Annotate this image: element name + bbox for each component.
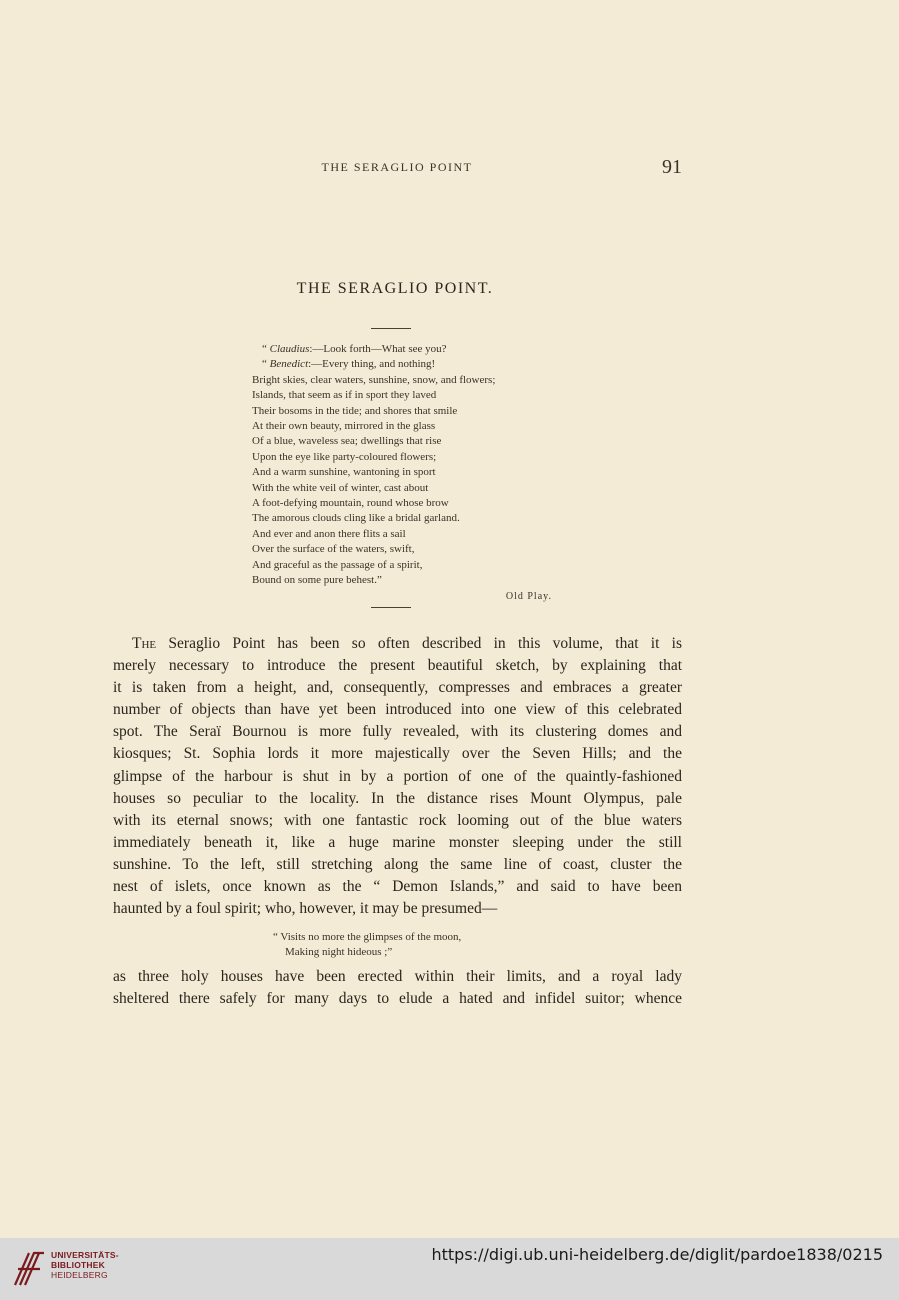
epigraph-line: Over the surface of the waters, swift, xyxy=(252,543,415,556)
epigraph-line: The amorous clouds cling like a bridal garland. xyxy=(252,512,460,525)
running-head xyxy=(112,156,682,180)
paragraph-line: merely necessary to introduce the present beautiful sketch, by explaining that xyxy=(113,657,682,675)
paragraph-line: kiosques; St. Sophia lords it more majestically over the Seven Hills; and the xyxy=(113,745,682,763)
page-number: 91 xyxy=(662,156,682,178)
paragraph-line: sunshine. To the left, still stretching along the same line of coast, cluster the xyxy=(113,855,682,873)
paragraph-line: immediately beneath it, like a huge marine monster sleeping under the still xyxy=(113,833,682,851)
epigraph-text: :—Look forth—What see you? xyxy=(309,343,447,355)
running-title: THE SERAGLIO POINT xyxy=(321,160,473,174)
epigraph-line: And a warm sunshine, wantoning in sport xyxy=(252,466,436,479)
library-logo-icon[interactable] xyxy=(10,1245,50,1291)
inline-quote-line-1: “ Visits no more the glimpses of the moon, xyxy=(273,931,462,943)
inline-quote xyxy=(273,930,461,960)
library-logo-text[interactable] xyxy=(51,1250,119,1280)
paragraph-line: it is taken from a height, and, consequently, compresses and embraces a greater xyxy=(113,679,682,697)
paragraph-line: number of objects than have yet been introduced into one view of this celebrated xyxy=(113,701,682,719)
paragraph-line: nest of islets, once known as the “ Demon Islands,” and said to have been xyxy=(113,878,682,896)
chapter-title: THE SERAGLIO POINT. xyxy=(296,280,494,297)
logo-line-3: HEIDELBERG xyxy=(51,1270,108,1280)
epigraph-line: Upon the eye like party-coloured flowers; xyxy=(252,450,437,463)
epigraph-attribution: Old Play. xyxy=(505,590,552,602)
epigraph-line: Bound on some pure behest.” xyxy=(252,574,382,587)
epigraph-text: :—Every thing, and nothing! xyxy=(308,358,436,371)
logo-line-2: BIBLIOTHEK xyxy=(51,1260,105,1270)
epigraph-line: Their bosoms in the tide; and shores that smile xyxy=(252,404,458,417)
epigraph-quote-mark: “ xyxy=(262,343,270,355)
epigraph-line: Of a blue, waveless sea; dwellings that rise xyxy=(252,435,442,448)
paragraph-line: spot. The Seraï Bournou is more fully revealed, with its clustering domes and xyxy=(113,723,682,741)
paragraph-line: with its eternal snows; with one fantastic rock looming out of the blue waters xyxy=(113,811,682,829)
epigraph-line: And graceful as the passage of a spirit, xyxy=(252,558,423,571)
paragraph-1 xyxy=(113,633,682,920)
paragraph-2 xyxy=(113,966,682,1010)
epigraph-line: Bright skies, clear waters, sunshine, snow, and flowers; xyxy=(252,373,496,386)
epigraph-line xyxy=(252,342,552,357)
epigraph-line: With the white veil of winter, cast about xyxy=(252,481,429,494)
paragraph-line: houses so peculiar to the locality. In the distance rises Mount Olympus, pale xyxy=(113,789,682,807)
paragraph-line: glimpse of the harbour is shut in by a portion of one of the quaintly-fashioned xyxy=(113,767,682,785)
logo-line-1: UNIVERSITÄTS- xyxy=(51,1250,119,1260)
epigraph-quote-mark: “ xyxy=(262,358,270,371)
paragraph-lead-word: The xyxy=(132,635,157,652)
inline-quote-line-2: Making night hideous ;” xyxy=(285,946,393,958)
epigraph-line xyxy=(252,357,552,372)
epigraph-line: Islands, that seem as if in sport they laved xyxy=(252,389,437,402)
paragraph-line: The Seraglio Point has been so often described in this volume, that it is xyxy=(132,635,682,652)
epigraph-line: And ever and anon there flits a sail xyxy=(252,527,406,540)
source-url-link[interactable]: https://digi.ub.uni-heidelberg.de/diglit/pardoe1838/0215 xyxy=(431,1245,883,1264)
epigraph xyxy=(252,342,552,604)
paragraph-line: haunted by a foul spirit; who, however, it may be presumed— xyxy=(113,900,498,918)
paragraph-line: as three holy houses have been erected within their limits, and a royal lady xyxy=(113,968,682,985)
divider-rule-top xyxy=(371,328,411,329)
epigraph-speaker: Benedict xyxy=(269,358,309,371)
paragraph-line: sheltered there safely for many days to elude a hated and infidel suitor; whence xyxy=(113,990,682,1008)
epigraph-speaker: Claudius xyxy=(269,343,310,355)
epigraph-line: At their own beauty, mirrored in the glass xyxy=(252,420,436,433)
divider-rule-bottom xyxy=(371,607,411,608)
epigraph-line: A foot-defying mountain, round whose brow xyxy=(252,497,449,510)
